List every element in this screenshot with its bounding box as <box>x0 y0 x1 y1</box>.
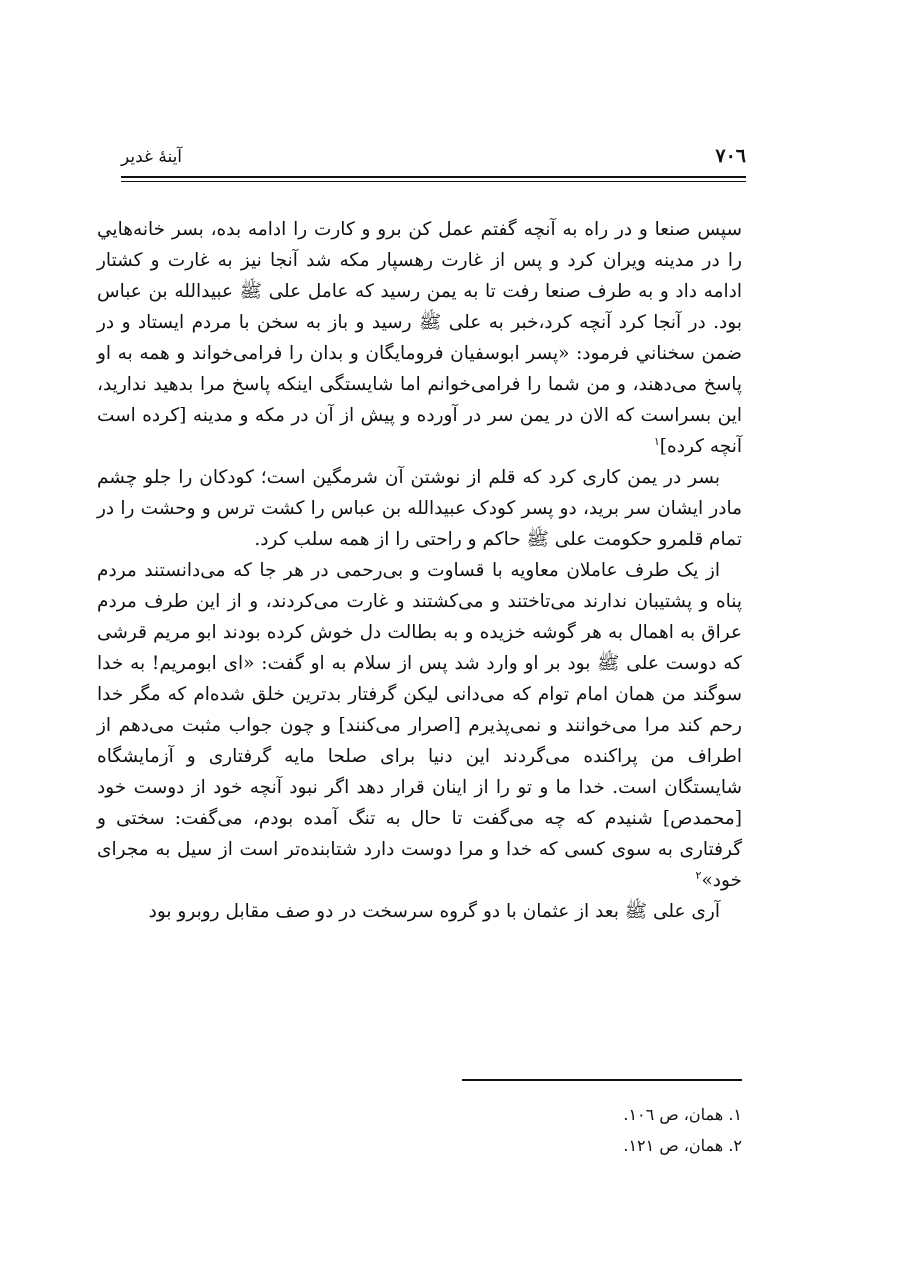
paragraph-text: آری علی ﷺ بعد از عثمان با دو گروه سرسخت در دو صف مقابل روبرو بود <box>148 901 720 922</box>
header-rule-thin <box>121 181 746 182</box>
footnote-ref: ۱ <box>653 434 660 448</box>
page-number: ۷۰٦ <box>715 145 746 167</box>
paragraph <box>97 214 742 462</box>
footnote-rule <box>462 1079 742 1081</box>
footnote-ref: ۲ <box>695 868 702 882</box>
footnote: ۲. همان، ص ۱۲۱. <box>623 1136 742 1155</box>
paragraph <box>97 896 742 927</box>
page-header <box>121 143 746 173</box>
body-text <box>97 214 742 927</box>
footnote: ۱. همان، ص ۱۰٦. <box>623 1105 742 1124</box>
running-title: آينهٔ غدير <box>121 147 183 167</box>
paragraph <box>97 555 742 896</box>
header-rule <box>121 176 746 178</box>
paragraph-text: سپس صنعا و در راه به آنچه گفتم عمل كن برو و كارت را ادامه بده، بسر خانه‌هايي را در مدينه ويران كرد و پس از غارت رهسپار مكه شد آنجا نيز به غارت و كشتار ادامه داد و به طرف صنعا رفت تا به يمن رسيد كه عامل علی ﷺ عبيدالله بن عباس بود. در آنجا كرد آنچه كرد،خبر به علی ﷺ رسيد و باز به سخن با مردم ايستاد و در ضمن سخناني فرمود: «پسر ابوسفيان فرومايگان و بدان را فرامی‌خواند و همه به او پاسخ می‌دهند، و من شما را فرامی‌خوانم اما شايستگی اينكه پاسخ مرا بدهيد نداريد، اين بسراست كه الان در يمن سر در آورده و پيش از آن در مكه و مدينه [كرده است آنچه كرده] <box>97 219 742 457</box>
footnotes <box>462 1099 742 1161</box>
paragraph-text: از يک طرف عاملان معاويه با قساوت و بی‌رحمی در هر جا كه می‌دانستند مردم پناه و پشتيبان ندارند می‌تاختند و می‌كشتند و غارت می‌كردند، و از اين طرف مردم عراق به اهمال به هر گوشه خزيده و به بطالت دل خوش كرده بودند ابو مريم قرشی كه دوست علی ﷺ بود بر او وارد شد پس از سلام به او گفت: «ای ابومريم! به خدا سوگند من همان امام توام كه می‌دانی ليكن گرفتار بدترين خلق شده‌ام كه مگر خدا رحم كند مرا می‌خوانند و نمی‌پذيرم [اصرار می‌كنند] و چون جواب مثبت می‌دهم از اطراف من پراكنده می‌گردند اين دنيا برای صلحا مايه گرفتاری و آزمايشگاه شايستگان است. خدا ما و تو را از اينان قرار دهد اگر نبود آنچه خود از دوست خود [محمدص] شنيدم كه چه می‌گفت تا حال به تنگ آمده بودم، می‌گفت: سختی و گرفتاری به سوی كسی كه خدا و مرا دوست دارد شتابنده‌تر است از سيل به مجرای خود» <box>97 560 742 891</box>
paragraph-text: بسر در يمن كاری كرد كه قلم از نوشتن آن شرمگين است؛ كودكان را جلو چشم مادر ايشان سر بريد، دو پسر كودک عبيدالله بن عباس را كشت ترس و وحشت را در تمام قلمرو حكومت علی ﷺ حاكم و راحتی را از همه سلب كرد. <box>97 467 742 550</box>
paragraph <box>97 462 742 555</box>
